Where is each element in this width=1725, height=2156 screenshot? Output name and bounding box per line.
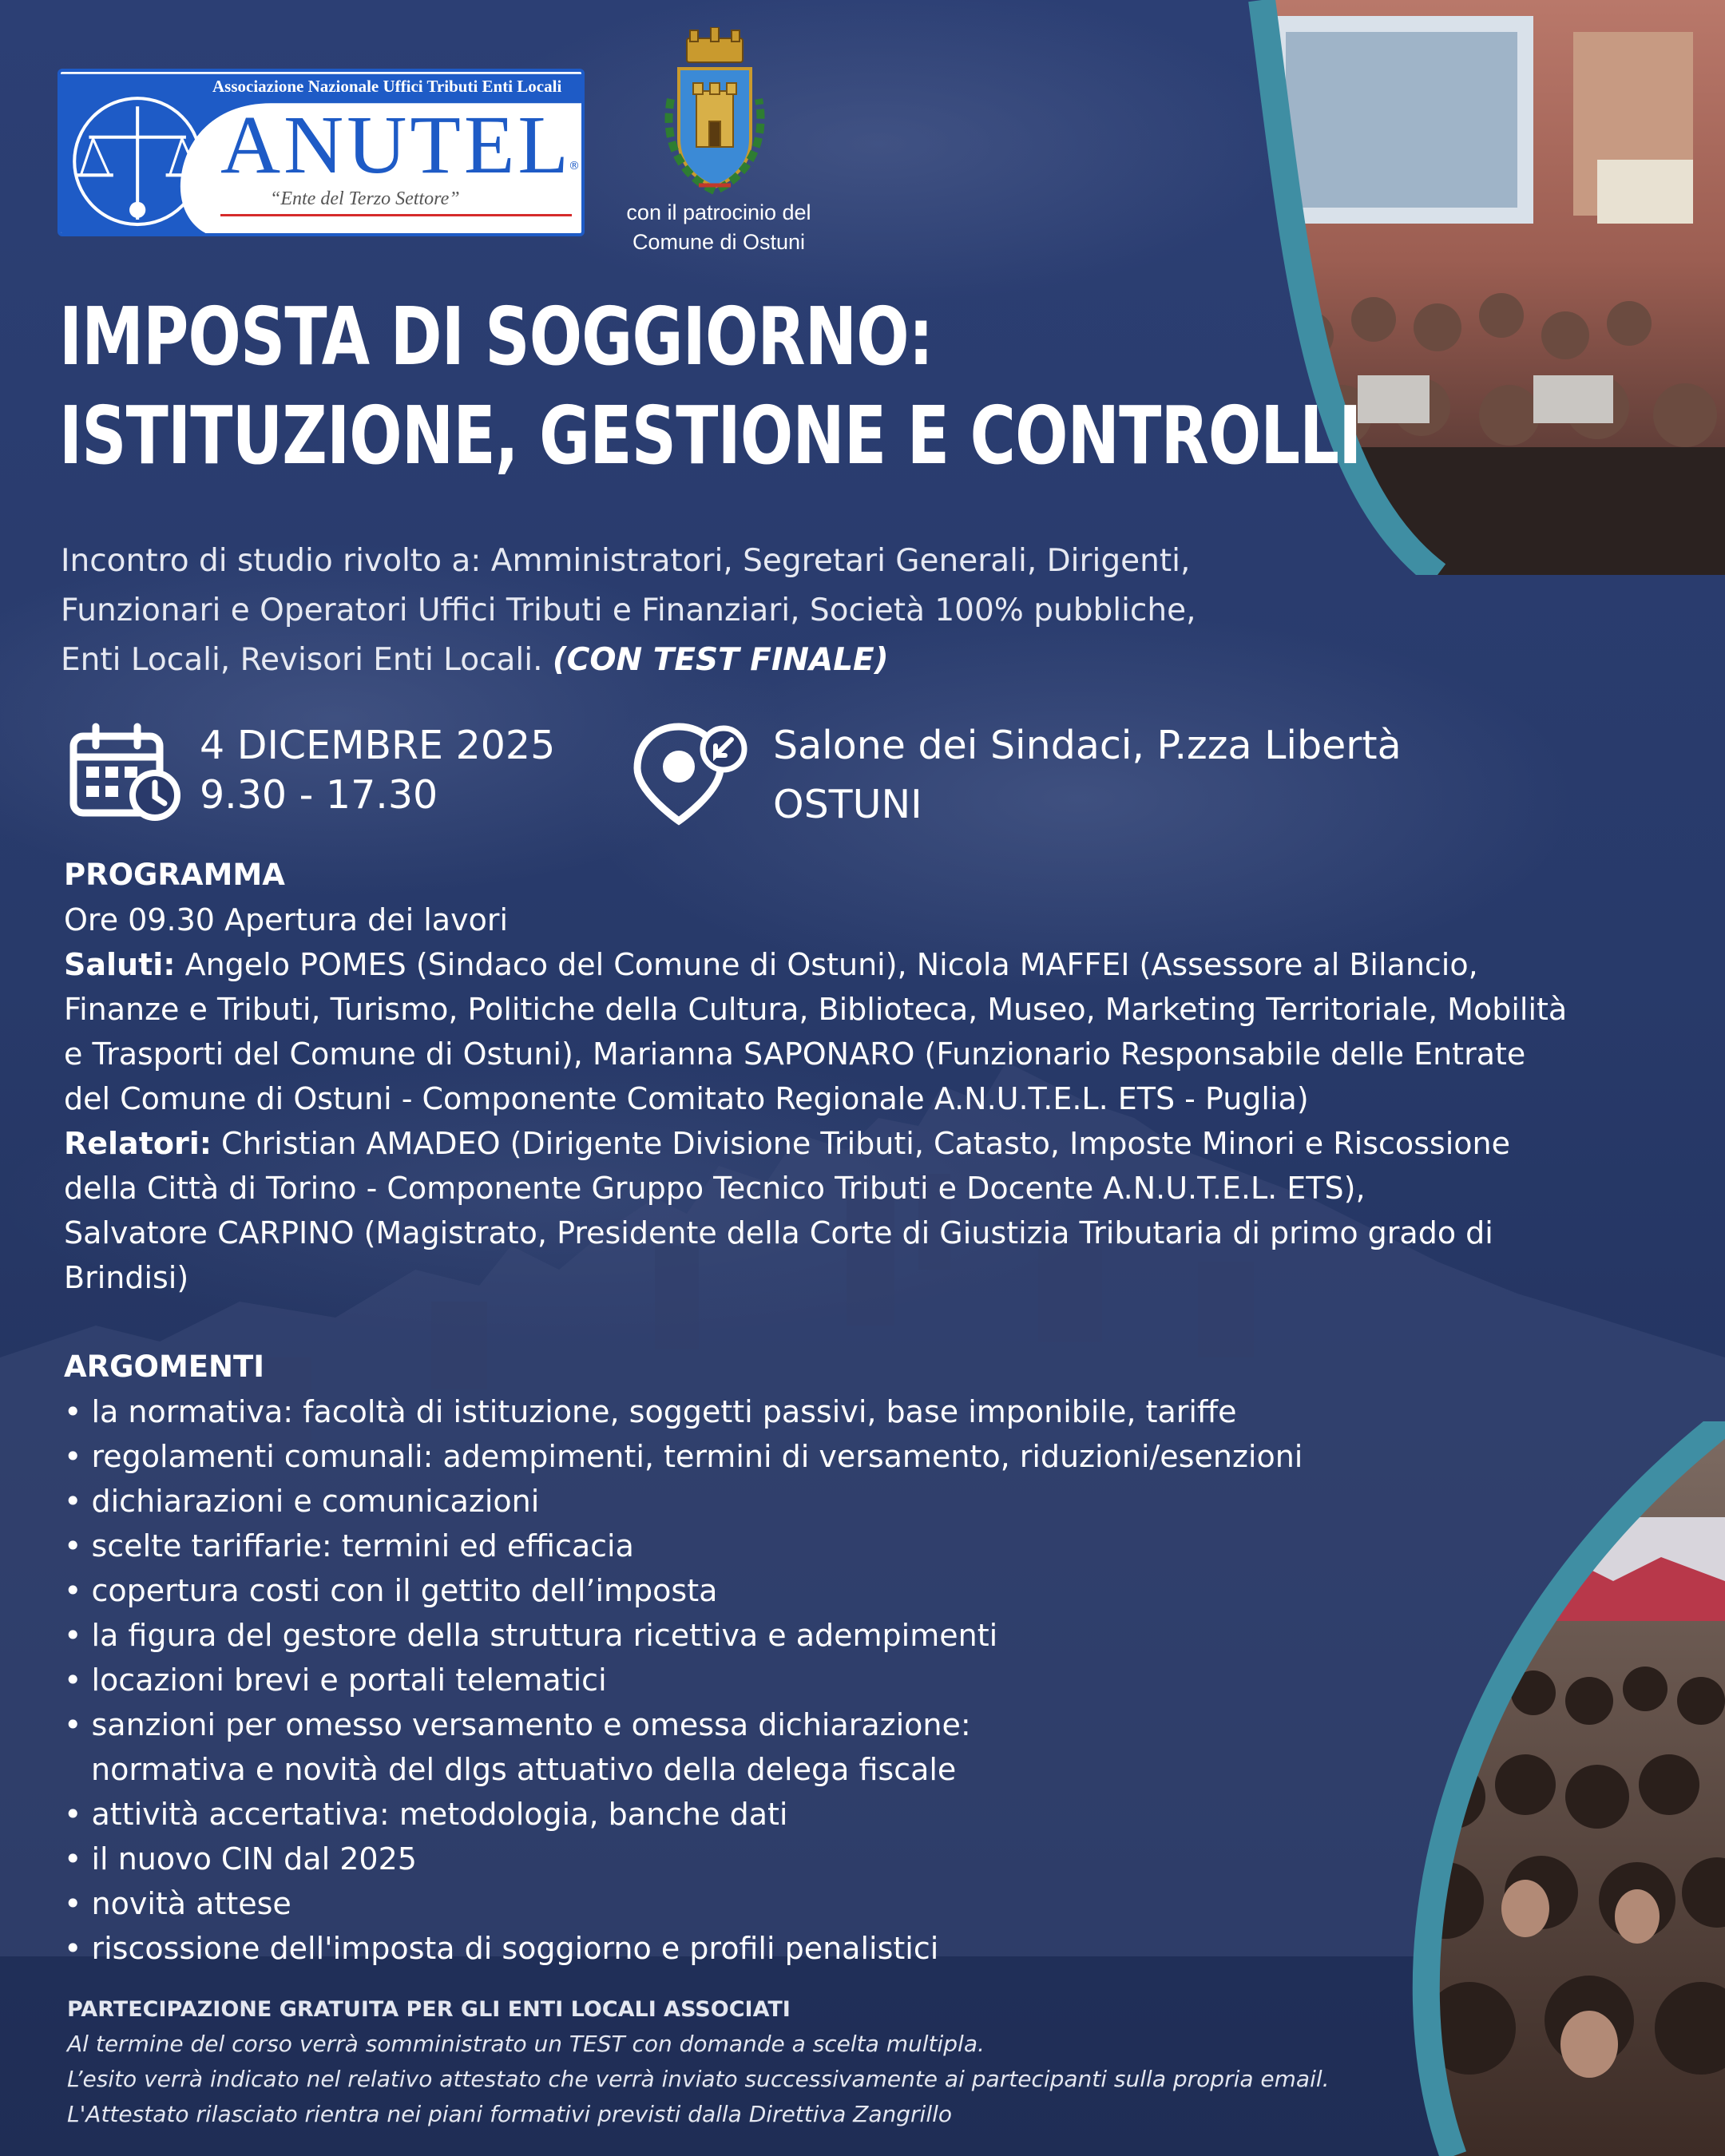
program-opening: Ore 09.30 Apertura dei lavori [64, 902, 509, 937]
subtitle-line-3-text: Enti Locali, Revisori Enti Locali. [61, 642, 543, 678]
topic-item: • la figura del gestore della struttura ricettiva e adempimenti [64, 1618, 998, 1653]
relatori-line-3: Salvatore CARPINO (Magistrato, Presidente della Corte di Giustizia Tributaria di primo grado di [64, 1215, 1493, 1250]
event-city: OSTUNI [773, 782, 922, 827]
calendar-clock-icon [69, 722, 184, 822]
subtitle-line-2: Funzionari e Operatori Uffici Tributi e Finanziari, Società 100% pubbliche, [61, 593, 1196, 628]
topic-item: • sanzioni per omesso versamento e omessa dichiarazione: [64, 1707, 971, 1742]
topics-list [64, 1389, 1438, 1971]
relatori-text-1: Christian AMADEO (Dirigente Divisione Tributi, Catasto, Imposte Minori e Riscossione [221, 1126, 1510, 1161]
topics-section [64, 1345, 1438, 1971]
title-line-1: IMPOSTA DI SOGGIORNO: [59, 290, 934, 383]
anutel-name: ANUTEL [220, 99, 572, 191]
relatori-line-4: Brindisi) [64, 1260, 189, 1295]
title-line-2: ISTITUZIONE, GESTIONE E CONTROLLI [59, 389, 1362, 482]
saluti-line-1 [64, 942, 1677, 987]
footer-notes [67, 1993, 1584, 2132]
relatori-line-2: della Città di Torino - Componente Gruppo Tecnico Tributi e Docente A.N.U.T.E.L. ETS), [64, 1171, 1366, 1206]
topic-item: • scelte tariffarie: termini ed efficacia [64, 1528, 634, 1563]
topic-item: • dichiarazioni e comunicazioni [64, 1484, 540, 1519]
relatori-line-1 [64, 1121, 1677, 1166]
saluti-line-3: e Trasporti del Comune di Ostuni), Marianna SAPONARO (Funzionario Responsabile delle Entrate [64, 1036, 1526, 1072]
registered-mark: ® [569, 160, 580, 172]
subtitle-line-3 [61, 636, 1370, 685]
topics-heading: ARGOMENTI [64, 1349, 265, 1384]
subtitle-line-1: Incontro di studio rivolto a: Amministratori, Segretari Generali, Dirigenti, [61, 543, 1191, 579]
location-pin-icon [631, 722, 751, 826]
footer-line-3: L'Attestato rilasciato rientra nei piani formativi previsti dalla Direttiva Zangrillo [67, 2101, 953, 2127]
topic-item: • riscossione dell'imposta di soggiorno e profili penalistici [64, 1931, 939, 1966]
event-time: 9.30 - 17.30 [200, 772, 438, 818]
patronage-line-1: con il patrocinio del [626, 200, 811, 224]
anutel-logo [58, 69, 585, 236]
saluti-line-4: del Comune di Ostuni - Componente Comitato Regionale A.N.U.T.E.L. ETS - Puglia) [64, 1081, 1309, 1116]
audience-description [61, 537, 1370, 685]
topic-item: • copertura costi con il gettito dell’imposta [64, 1573, 718, 1608]
anutel-association-name: Associazione Nazionale Uffici Tributi Enti Locali [212, 77, 562, 96]
relatori-label: Relatori: [64, 1126, 212, 1161]
patronage-line-2: Comune di Ostuni [632, 230, 806, 254]
topic-item: • regolamenti comunali: adempimenti, termini di versamento, riduzioni/esenzioni [64, 1439, 1303, 1474]
footer-line-2: L’esito verrà indicato nel relativo attestato che verrà inviato successivamente ai partecipanti sulla propria email. [67, 2066, 1330, 2092]
topic-item: • attività accertativa: metodologia, banche dati [64, 1797, 788, 1832]
anutel-tagline: “Ente del Terzo Settore” [270, 188, 460, 209]
footer-line-1: Al termine del corso verrà somministrato un TEST con domande a scelta multipla. [67, 2031, 985, 2057]
saluti-text-1: Angelo POMES (Sindaco del Comune di Ostuni), Nicola MAFFEI (Assessore al Bilancio, [184, 947, 1478, 982]
ostuni-crest-icon [655, 27, 775, 195]
topic-item: • il nuovo CIN dal 2025 [64, 1841, 417, 1877]
topic-item: • locazioni brevi e portali telematici [64, 1663, 607, 1698]
topic-item: • novità attese [64, 1886, 291, 1921]
patronage-text [607, 198, 831, 257]
program-heading: PROGRAMMA [64, 858, 285, 892]
saluti-label: Saluti: [64, 947, 176, 982]
anutel-divider [220, 214, 572, 216]
page-title [59, 287, 1361, 485]
free-participation-note: PARTECIPAZIONE GRATUITA PER GLI ENTI LOCALI ASSOCIATI [67, 1997, 791, 2022]
topic-item-continuation: normativa e novità del dlgs attuativo della delega fiscale [91, 1752, 957, 1787]
event-date: 4 DICEMBRE 2025 [200, 723, 556, 768]
event-venue: Salone dei Sindaci, P.zza Libertà [773, 723, 1402, 768]
program-section [64, 853, 1677, 1300]
saluti-line-2: Finanze e Tributi, Turismo, Politiche della Cultura, Biblioteca, Museo, Marketing Territoriale, Mobilità [64, 992, 1568, 1027]
topic-item: • la normativa: facoltà di istituzione, soggetti passivi, base imponibile, tariffe [64, 1394, 1237, 1429]
final-test-note: (CON TEST FINALE) [552, 642, 889, 678]
